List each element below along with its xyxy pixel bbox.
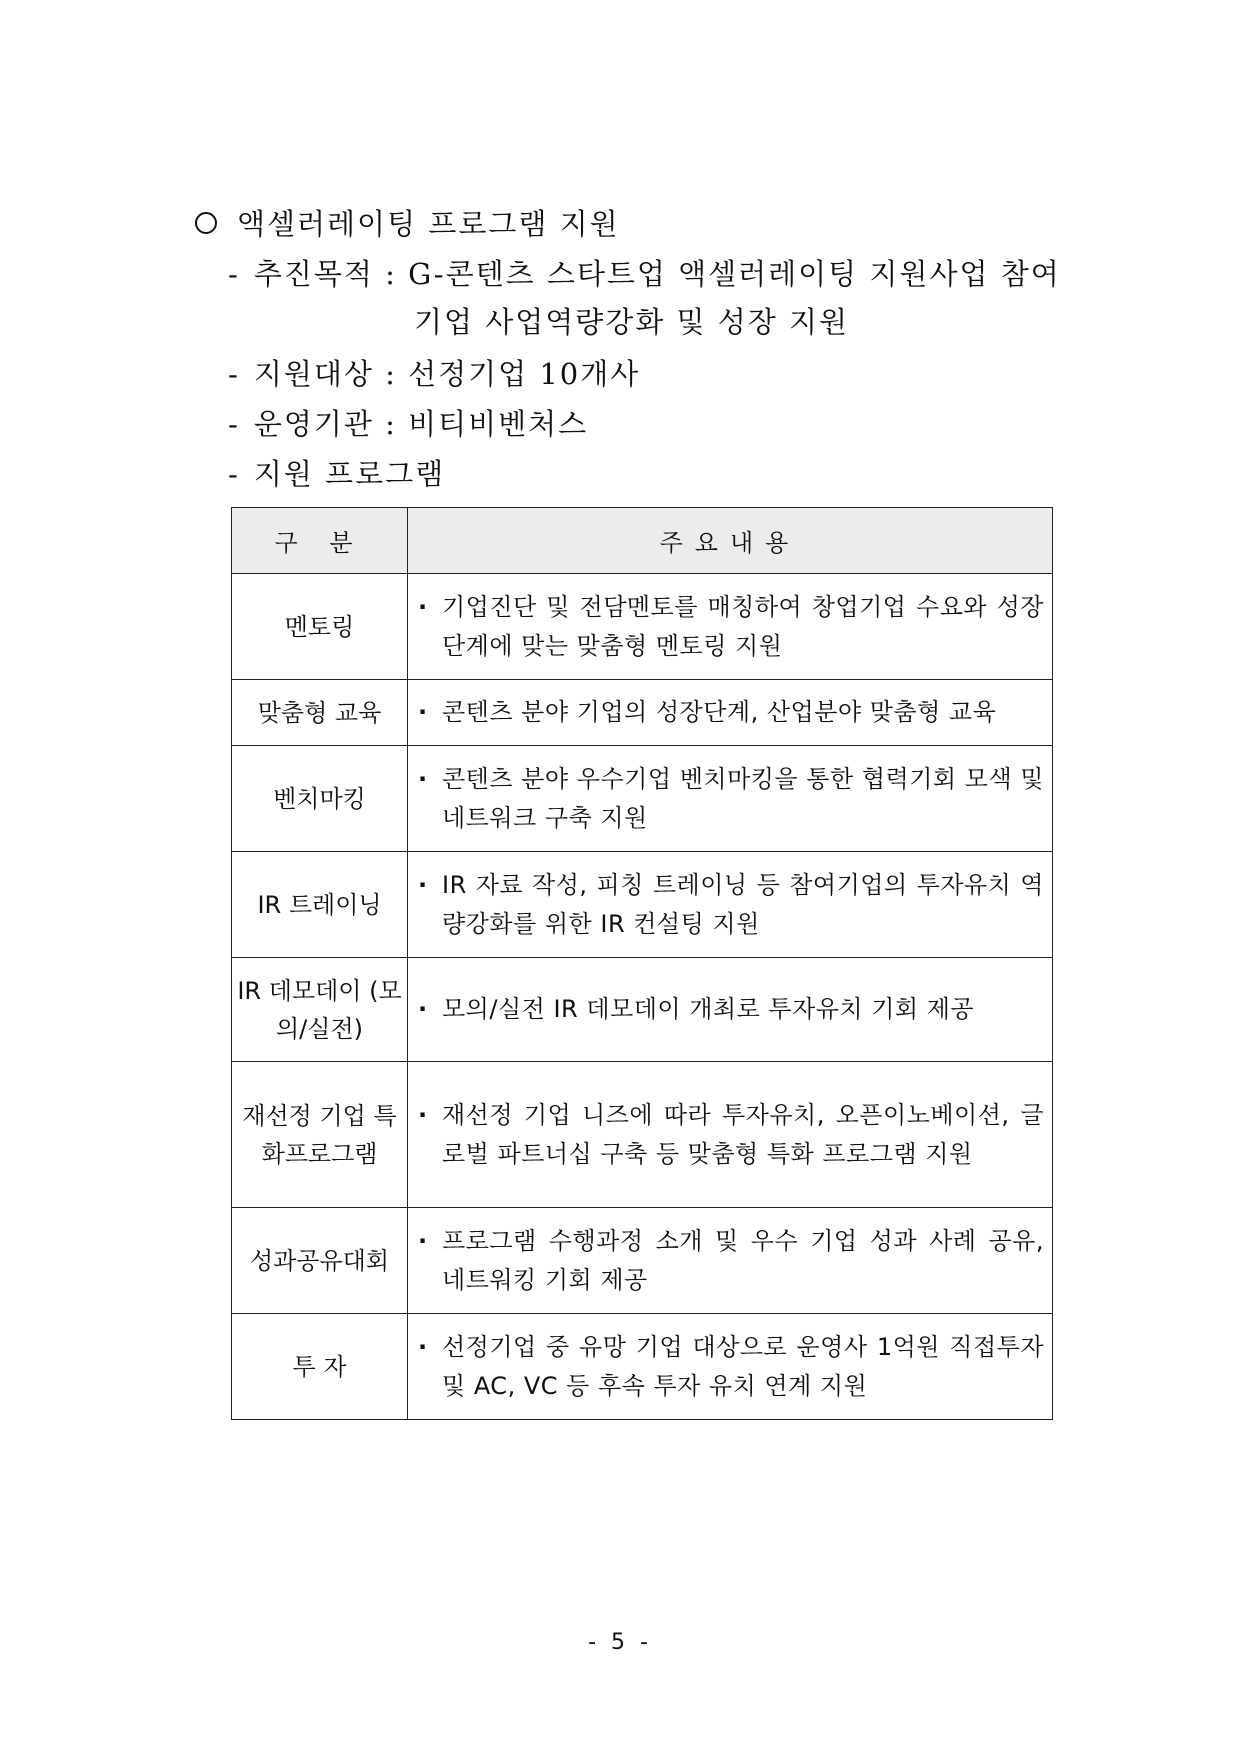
- dash-bullet: -: [228, 457, 240, 491]
- purpose-text-line2: 기업 사업역량강화 및 성장 지원: [414, 305, 850, 339]
- row-content-cell: [408, 746, 1053, 852]
- row-category: IR 데모데이 (모의/실전): [232, 958, 408, 1062]
- row-content-cell: [408, 1062, 1053, 1208]
- row-category: IR 트레이닝: [232, 852, 408, 958]
- row-category: 맞춤형 교육: [232, 680, 408, 746]
- row-category: 멘토링: [232, 574, 408, 680]
- row-content-cell: [408, 680, 1053, 746]
- row-content-cell: [408, 1314, 1053, 1420]
- dash-bullet: -: [228, 257, 240, 291]
- program-table: [231, 507, 1053, 1420]
- row-content: 재선정 기업 니즈에 따라 투자유치, 오픈이노베이션, 글로벌 파트너십 구축 등 맞춤형 특화 프로그램 지원: [442, 1100, 1044, 1168]
- purpose-item: [228, 252, 1061, 293]
- row-category: 성과공유대회: [232, 1208, 408, 1314]
- row-content-cell: [408, 574, 1053, 680]
- target-text: 지원대상 : 선정기업 10개사: [253, 357, 641, 391]
- row-content: IR 자료 작성, 피칭 트레이닝 등 참여기업의 투자유치 역량강화를 위한 IR 컨설팅 지원: [442, 870, 1044, 938]
- header-content: 주요내용: [408, 508, 1053, 574]
- row-content-cell: [408, 852, 1053, 958]
- operator-item: [228, 402, 588, 443]
- header-category: 구 분: [232, 508, 408, 574]
- bullet-icon: ·: [418, 698, 428, 726]
- circle-bullet-icon: [195, 212, 217, 234]
- dash-bullet: -: [228, 357, 240, 391]
- bullet-icon: ·: [418, 870, 428, 899]
- table-row: [232, 1208, 1053, 1314]
- row-content: 프로그램 수행과정 소개 및 우수 기업 성과 사례 공유, 네트워킹 기회 제공: [442, 1226, 1044, 1294]
- table-row: [232, 1314, 1053, 1420]
- operator-text: 운영기관 : 비티비벤처스: [253, 407, 589, 441]
- table-row: [232, 574, 1053, 680]
- bullet-icon: ·: [418, 1226, 428, 1255]
- row-content-cell: [408, 958, 1053, 1062]
- bullet-icon: ·: [418, 995, 428, 1023]
- dash-bullet: -: [228, 407, 240, 441]
- page-number: - 5 -: [588, 1630, 652, 1655]
- row-category: 벤치마킹: [232, 746, 408, 852]
- row-category: 재선정 기업 특화프로그램: [232, 1062, 408, 1208]
- row-content: 기업진단 및 전담멘토를 매칭하여 창업기업 수요와 성장단계에 맞는 맞춤형 멘토링 지원: [442, 592, 1044, 660]
- bullet-icon: ·: [418, 1100, 428, 1129]
- row-content: 모의/실전 IR 데모데이 개최로 투자유치 기회 제공: [442, 995, 975, 1023]
- program-item: [228, 452, 445, 493]
- row-content-cell: [408, 1208, 1053, 1314]
- bullet-icon: ·: [418, 1332, 428, 1361]
- row-content: 선정기업 중 유망 기업 대상으로 운영사 1억원 직접투자 및 AC, VC 등 후속 투자 유치 연계 지원: [442, 1332, 1044, 1400]
- table-row: [232, 680, 1053, 746]
- row-category: 투 자: [232, 1314, 408, 1420]
- table-row: [232, 958, 1053, 1062]
- program-text: 지원 프로그램: [253, 457, 446, 491]
- section-heading: [195, 202, 620, 243]
- table-row: [232, 746, 1053, 852]
- table-row: [232, 1062, 1053, 1208]
- table-row: [232, 852, 1053, 958]
- row-content: 콘텐츠 분야 기업의 성장단계, 산업분야 맞춤형 교육: [442, 698, 997, 726]
- purpose-text-line1: G-콘텐츠 스타트업 액셀러레이팅 지원사업 참여: [408, 257, 1061, 291]
- bullet-icon: ·: [418, 764, 428, 793]
- table-header-row: [232, 508, 1053, 574]
- bullet-icon: ·: [418, 592, 428, 621]
- target-item: [228, 352, 640, 393]
- purpose-label: 추진목적 :: [253, 257, 397, 291]
- section-title: 액셀러레이팅 프로그램 지원: [237, 207, 620, 241]
- row-content: 콘텐츠 분야 우수기업 벤치마킹을 통한 협력기회 모색 및 네트워크 구축 지원: [442, 764, 1044, 832]
